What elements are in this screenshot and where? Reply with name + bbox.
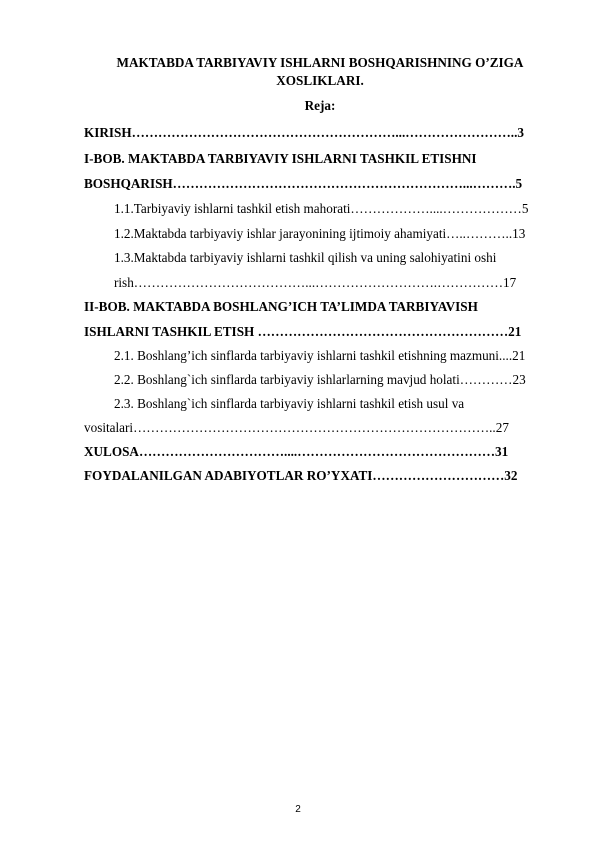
toc-entry-2-2: 2.2. Boshlang`ich sinflarda tarbiyaviy ishlarlarning mavjud holati…………23 (114, 372, 526, 387)
toc-entry-xulosa: XULOSA……………………………....………………………………………31 (84, 444, 509, 459)
toc-entry-chapter-1-line-1: I-BOB. MAKTABDA TARBIYAVIY ISHLARNI TASHKIL ETISHNI (84, 151, 477, 166)
document-title: MAKTABDA TARBIYAVIY ISHLARNI BOSHQARISHNING O’ZIGA XOSLIKLARI. (116, 55, 524, 88)
toc-entry-references: FOYDALANILGAN ADABIYOTLAR RO’YXATI…………………………32 (84, 468, 518, 483)
toc-entry-2-1: 2.1. Boshlang’ich sinflarda tarbiyaviy ishlarni tashkil etishning mazmuni....21 (114, 348, 526, 363)
toc-entry-chapter-2-line-2: ISHLARNI TASHKIL ETISH …………………………………………………21 (84, 324, 522, 339)
toc-entry-1-2: 1.2.Maktabda tarbiyaviy ishlar jarayonining ijtimoiy ahamiyati…..………..13 (114, 226, 526, 241)
toc-entry-2-3-line-1: 2.3. Boshlang`ich sinflarda tarbiyaviy ishlarni tashkil etish usul va (114, 396, 465, 411)
plan-heading: Reja: (304, 98, 336, 113)
page-number: 2 (295, 804, 301, 815)
toc-heading-text: KIRISH……………………………………………………...……………………..3 (84, 125, 524, 140)
toc-entry-chapter-1-line-2: BOSHQARISH…………………………………………………………...……….5 (84, 176, 523, 191)
toc-entry-chapter-2-line-1: II-BOB. MAKTABDA BOSHLANG’ICH TA’LIMDA TARBIYAVISH (84, 299, 478, 314)
toc-entry-1-1: 1.1.Tarbiyaviy ishlarni tashkil etish mahorati………………....………………5 (114, 201, 529, 216)
toc-entry-1-3-line-2: rish…………………………………...……………………….……………17 (114, 275, 517, 290)
toc-entry-2-3-line-2: vositalari………………………………………………………………………..27 (84, 420, 509, 435)
toc-entry-1-3-line-1: 1.3.Maktabda tarbiyaviy ishlarni tashkil qilish va uning salohiyatini oshi (114, 250, 497, 265)
toc-entry-kirish (84, 124, 556, 142)
